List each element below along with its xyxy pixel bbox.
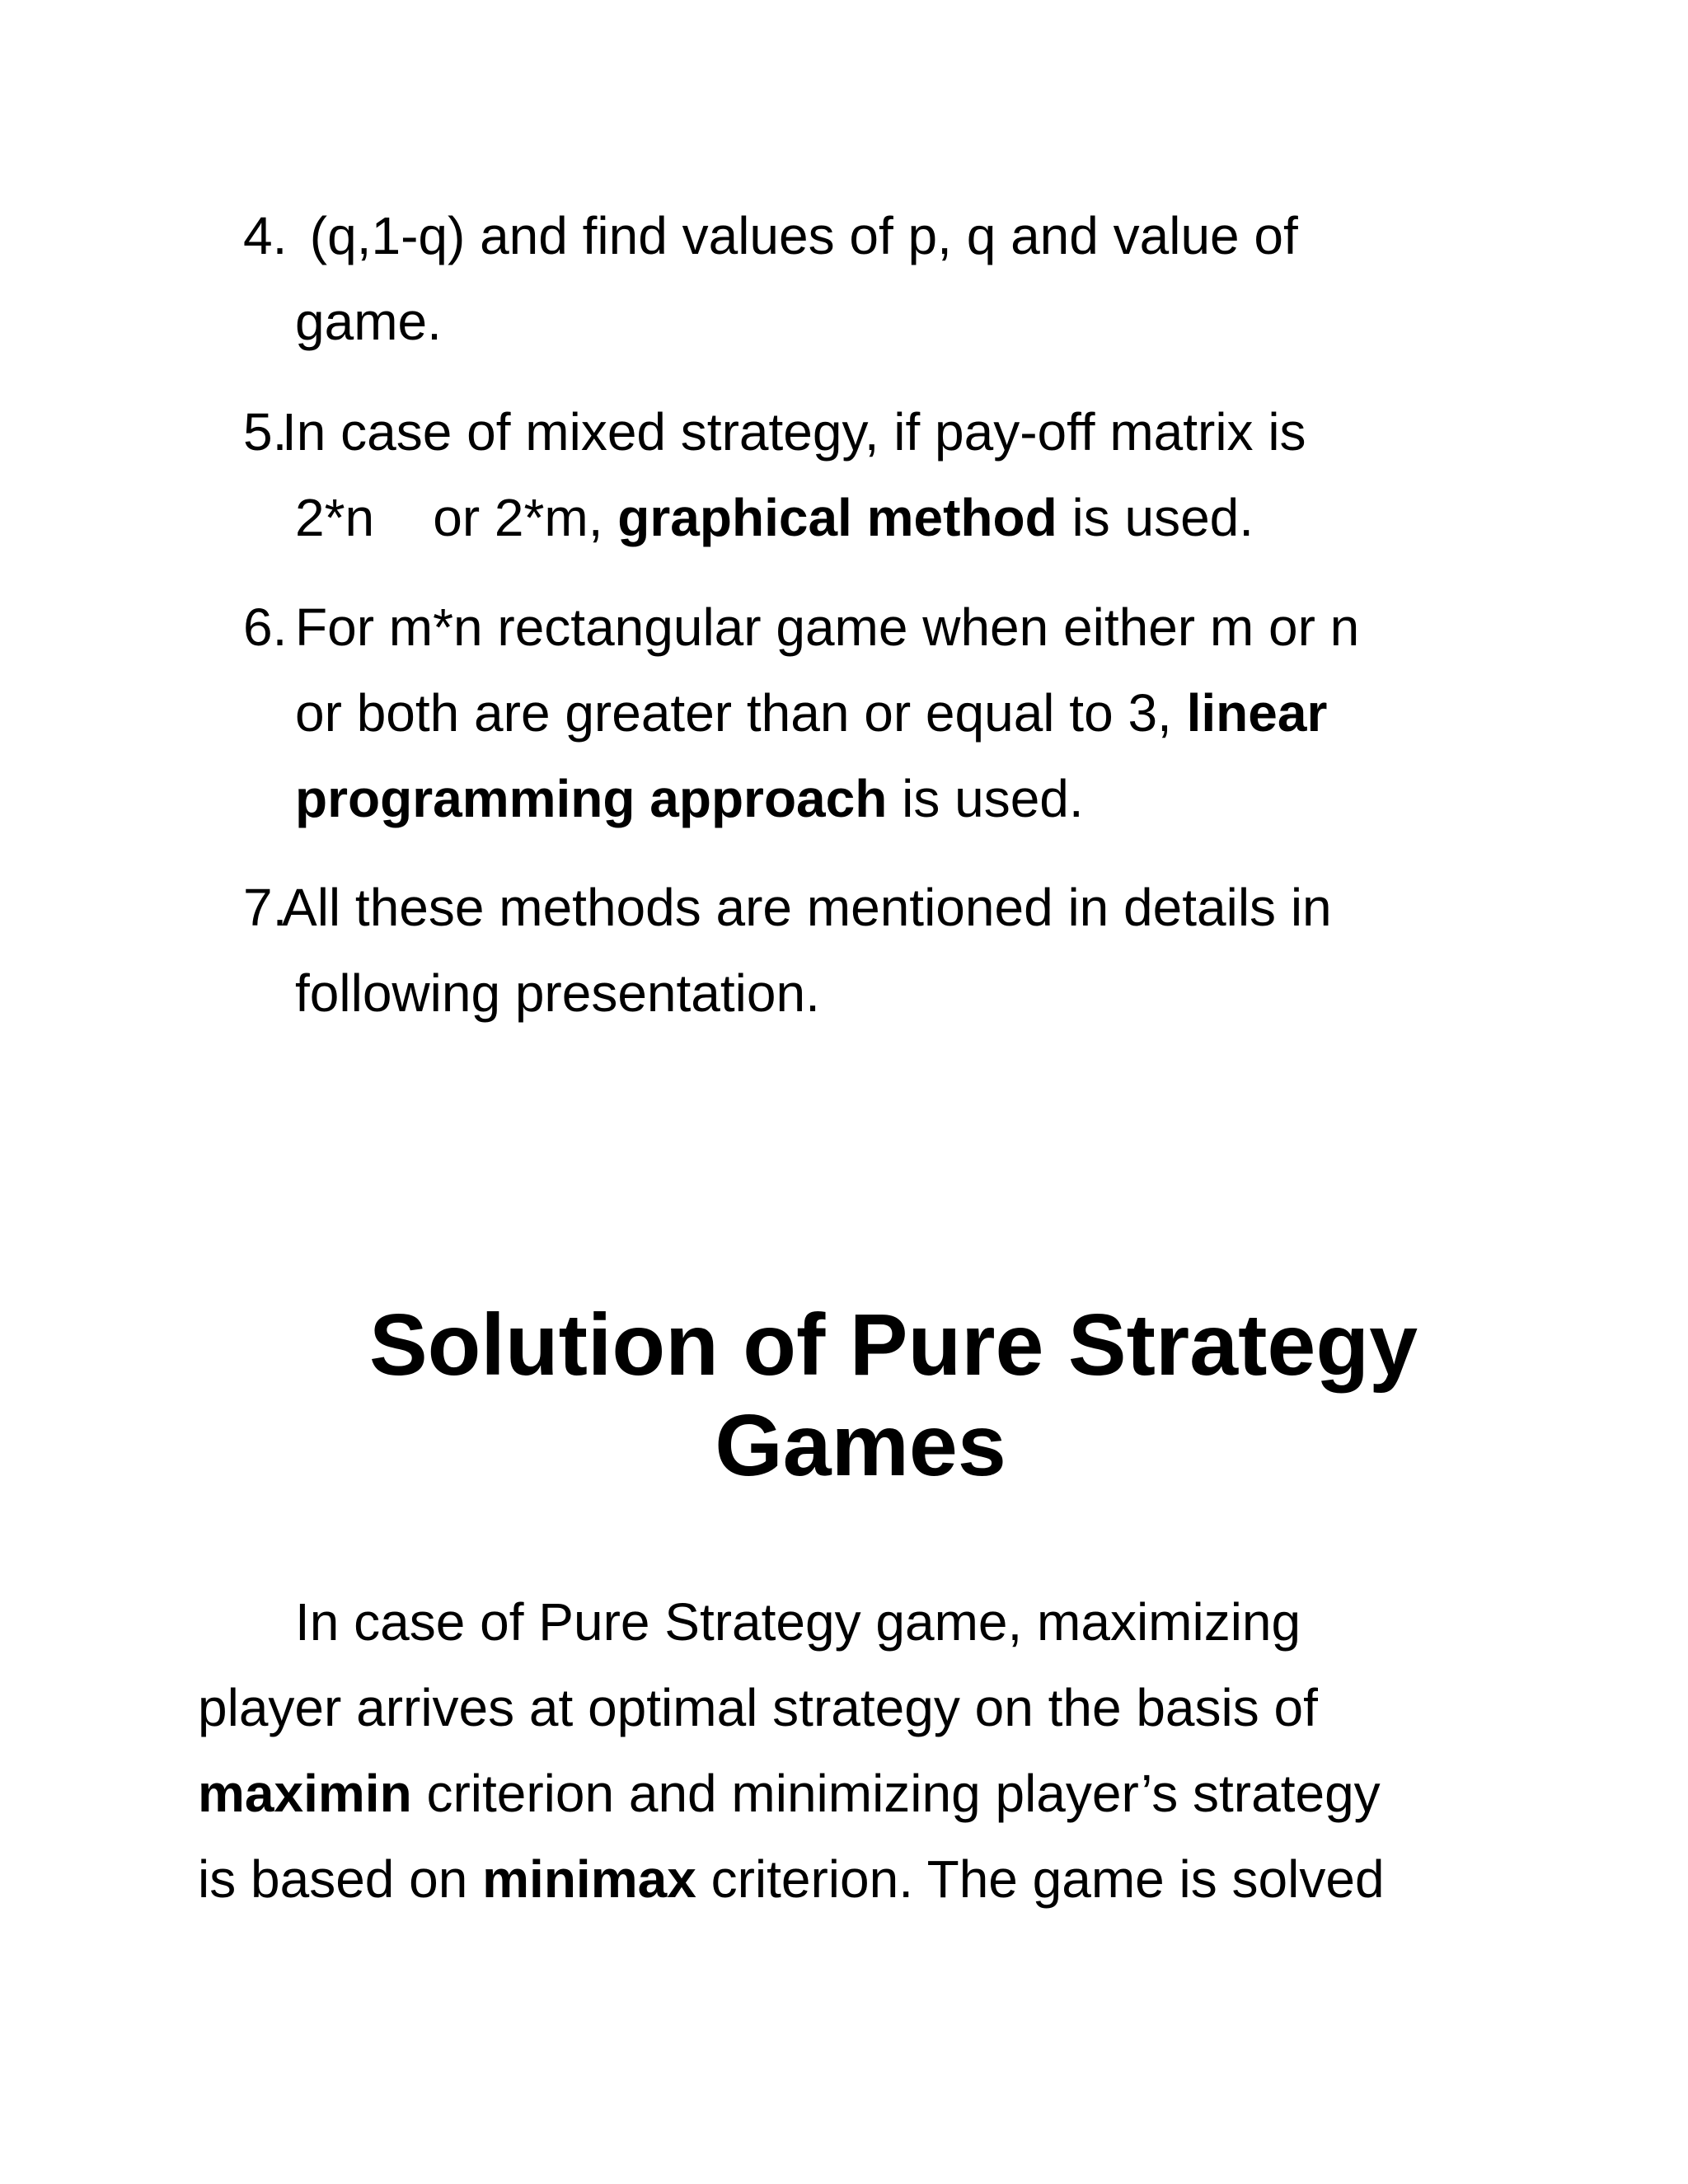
bold-term: maximin (198, 1764, 412, 1823)
section-heading (0, 1296, 1688, 1495)
text-line (282, 865, 1479, 950)
text-run: (q,1-q) and find values of p, q and value of (295, 206, 1298, 265)
text-run: player arrives at optimal strategy on the basis of (198, 1678, 1318, 1737)
list-item-7 (243, 865, 1479, 1036)
text-run: is based on (198, 1849, 483, 1909)
text-run: game. (295, 292, 442, 351)
text-run: In case of Pure Strategy game, maximizing (295, 1592, 1301, 1652)
text-run: criterion and minimizing player’s strategy (411, 1764, 1381, 1823)
text-run: In case of mixed strategy, if pay-off matrix is (282, 402, 1306, 462)
text-run: is used. (1057, 488, 1254, 547)
text-line (198, 1836, 1533, 1922)
text-line (295, 279, 1479, 364)
text-run: is used. (887, 769, 1084, 828)
bold-term: minimax (482, 1849, 696, 1909)
list-number: 7. (243, 878, 288, 937)
bold-term: linear (1186, 683, 1328, 743)
text-line (295, 584, 1479, 670)
text-line (295, 670, 1479, 756)
list-item-6 (243, 584, 1479, 841)
list-number: 4. (243, 206, 288, 265)
text-run: following presentation. (295, 963, 820, 1023)
text-line (198, 1579, 1533, 1665)
bold-term: programming approach (295, 769, 888, 828)
text-line (295, 193, 1479, 279)
body-paragraph (198, 1579, 1533, 1922)
heading-line-1: Solution of Pure Strategy (368, 1296, 1418, 1394)
list-number: 6. (243, 598, 288, 657)
list-text (282, 865, 1479, 1036)
list-item-4 (243, 193, 1479, 364)
text-run: criterion. The game is solved (696, 1849, 1385, 1909)
text-run: or both are greater than or equal to 3, (295, 683, 1187, 743)
text-line (295, 756, 1479, 841)
list-text (282, 389, 1479, 560)
list-text (295, 193, 1479, 364)
heading-line-2: Games (715, 1397, 1006, 1494)
text-run: 2*n or 2*m, (295, 488, 618, 547)
text-line (282, 389, 1479, 475)
list-text (295, 584, 1479, 841)
bold-term: graphical method (617, 488, 1057, 547)
text-run: All these methods are mentioned in details in (282, 878, 1332, 937)
text-line (295, 950, 1479, 1036)
list-item-5 (243, 389, 1479, 560)
text-run: For m*n rectangular game when either m or n (295, 598, 1360, 657)
list-number: 5. (243, 402, 288, 462)
text-line (198, 1665, 1533, 1750)
text-line (198, 1750, 1533, 1836)
text-line (295, 475, 1479, 560)
